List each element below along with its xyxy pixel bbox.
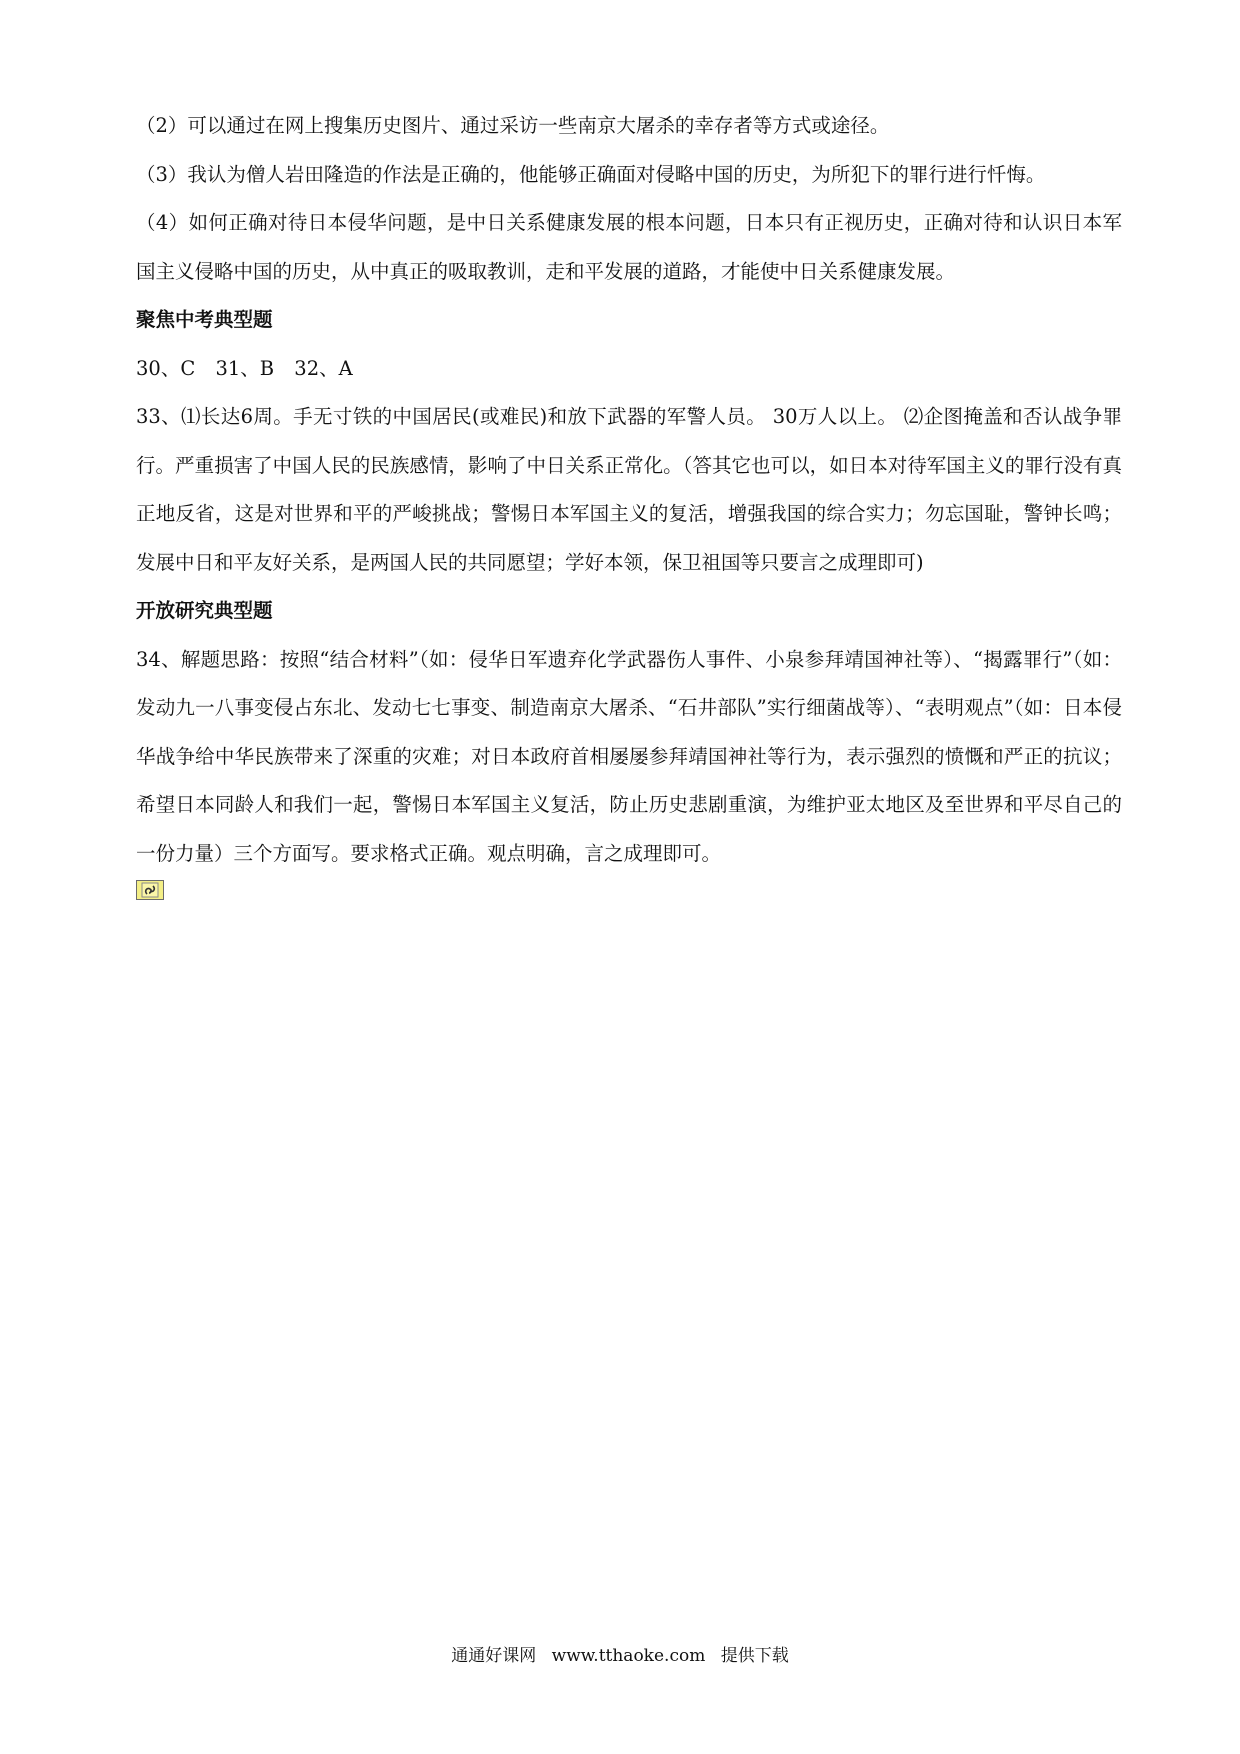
section-heading-open-research: 开放研究典型题	[136, 599, 273, 622]
answer-34: 34、解题思路：按照“结合材料”（如：侵华日军遗弃化学武器伤人事件、小泉参拜靖国神社等）、“揭露罪行”（如：发动九一八事变侵占东北、发动七七事变、制造南京大屠杀、“石井部队”实行细菌战等）、“表明观点”（如：日本侵华战争给中华民族带来了深重的灾难；对日本政府首相屡屡参拜靖国神社等行为，表示强烈的愤慨和严正的抗议；希望日本同龄人和我们一起，警惕日本军国主义复活，防止历史悲剧重演，为维护亚太地区及至世界和平尽自己的一份力量）三个方面写。要求格式正确。观点明确，言之成理即可。	[136, 647, 1122, 865]
footer-url[interactable]: www.tthaoke.com	[551, 1646, 706, 1666]
footer-site-name: 通通好课网	[451, 1646, 537, 1666]
embedded-object-icon[interactable]	[136, 880, 164, 900]
multiple-choice-answers	[136, 345, 1122, 394]
link-icon	[141, 882, 159, 898]
answer-paragraph-4: （4）如何正确对待日本侵华问题，是中日关系健康发展的根本问题，日本只有正视历史，正确对待和认识日本军国主义侵略中国的历史，从中真正的吸取教训，走和平发展的道路，才能使中日关系健康发展。	[136, 211, 1122, 283]
section-heading-exam-questions: 聚焦中考典型题	[136, 308, 273, 331]
answer-paragraph-2: （2）可以通过在网上搜集历史图片、通过采访一些南京大屠杀的幸存者等方式或途径。	[136, 114, 890, 137]
page-footer	[0, 1644, 1240, 1668]
answer-33: 33、⑴长达6周。手无寸铁的中国居民(或难民)和放下武器的军警人员。 30万人以上。 ⑵企图掩盖和否认战争罪行。严重损害了中国人民的民族感情，影响了中日关系正常化。（答其它也可以，如日本对待军国主义的罪行没有真正地反省，这是对世界和平的严峻挑战；警惕日本军国主义的复活，增强我国的综合实力；勿忘国耻，警钟长鸣；发展中日和平友好关系，是两国人民的共同愿望；学好本领，保卫祖国等只要言之成理即可)	[136, 405, 1122, 574]
answer-32: 32、A	[294, 356, 353, 380]
answer-30: 30、C	[136, 356, 196, 380]
answer-31: 31、B	[215, 356, 275, 380]
document-content	[136, 102, 1122, 900]
footer-suffix: 提供下载	[720, 1646, 789, 1666]
answer-paragraph-3: （3）我认为僧人岩田隆造的作法是正确的，他能够正确面对侵略中国的历史，为所犯下的罪行进行忏悔。	[136, 162, 1046, 186]
